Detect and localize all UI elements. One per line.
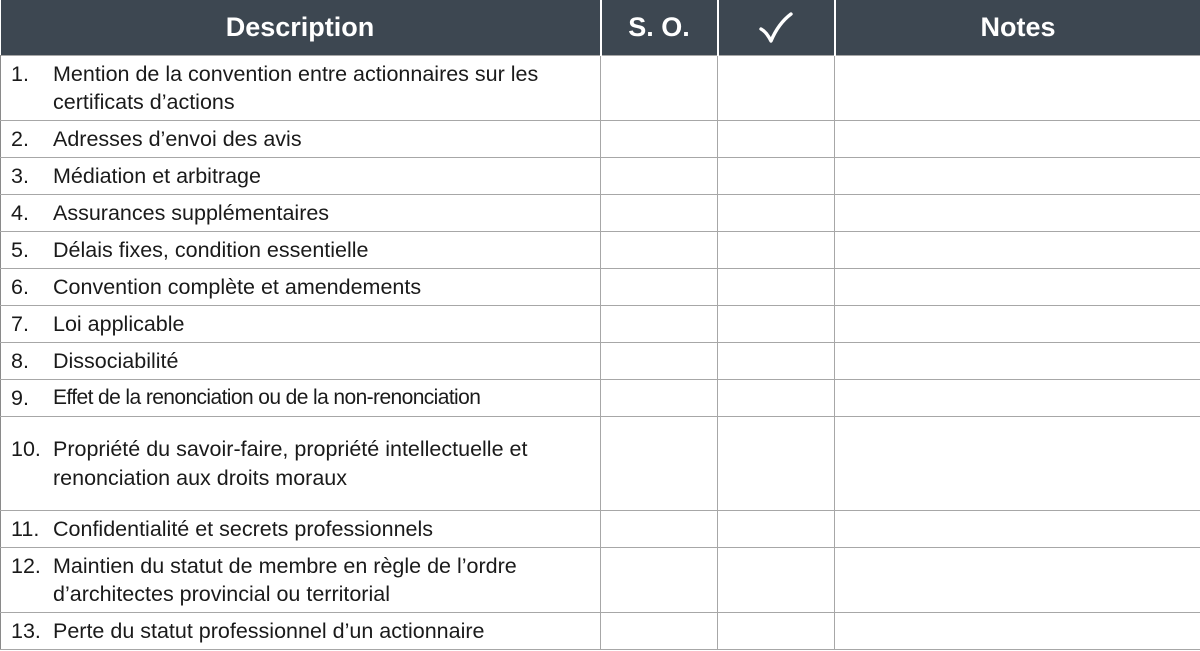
item-text: Perte du statut professionnel d’un actionnaire bbox=[53, 618, 485, 643]
check-cell[interactable] bbox=[718, 613, 835, 650]
check-cell[interactable] bbox=[718, 343, 835, 380]
notes-cell[interactable] bbox=[835, 380, 1200, 417]
so-cell[interactable] bbox=[601, 56, 718, 121]
table-row bbox=[1, 158, 1200, 195]
description-cell bbox=[1, 56, 601, 121]
notes-cell[interactable] bbox=[835, 195, 1200, 232]
item-number: 8. bbox=[11, 348, 29, 373]
check-cell[interactable] bbox=[718, 417, 835, 511]
item-description bbox=[1, 550, 600, 611]
notes-cell[interactable] bbox=[835, 232, 1200, 269]
description-cell bbox=[1, 232, 601, 269]
item-text: Convention complète et amendements bbox=[53, 274, 422, 299]
table-row bbox=[1, 121, 1200, 158]
notes-header: Notes bbox=[835, 0, 1200, 56]
item-number: 11. bbox=[11, 516, 40, 541]
so-cell[interactable] bbox=[601, 269, 718, 306]
description-cell bbox=[1, 417, 601, 511]
item-description bbox=[1, 58, 600, 119]
table-row bbox=[1, 613, 1200, 650]
table-row bbox=[1, 511, 1200, 548]
so-cell[interactable] bbox=[601, 158, 718, 195]
table-row bbox=[1, 56, 1200, 121]
description-cell bbox=[1, 343, 601, 380]
item-description bbox=[1, 197, 600, 230]
notes-cell[interactable] bbox=[835, 343, 1200, 380]
item-description bbox=[1, 234, 600, 267]
item-text: Délais fixes, condition essentielle bbox=[53, 237, 369, 262]
item-text: Dissociabilité bbox=[53, 348, 179, 373]
item-description bbox=[1, 271, 600, 304]
item-description bbox=[1, 345, 600, 378]
check-cell[interactable] bbox=[718, 158, 835, 195]
item-number: 4. bbox=[11, 200, 29, 225]
item-number: 2. bbox=[11, 126, 29, 151]
table-row bbox=[1, 343, 1200, 380]
check-cell[interactable] bbox=[718, 548, 835, 613]
item-number: 3. bbox=[11, 163, 29, 188]
description-cell bbox=[1, 306, 601, 343]
notes-cell[interactable] bbox=[835, 306, 1200, 343]
description-cell bbox=[1, 613, 601, 650]
check-mark-icon bbox=[759, 12, 793, 44]
item-text: Maintien du statut de membre en règle de l’ordre d’architectes provincial ou territorial bbox=[53, 553, 517, 606]
notes-cell[interactable] bbox=[835, 511, 1200, 548]
so-cell[interactable] bbox=[601, 343, 718, 380]
item-description bbox=[1, 433, 600, 494]
notes-cell[interactable] bbox=[835, 417, 1200, 511]
table-row bbox=[1, 306, 1200, 343]
item-number: 9. bbox=[11, 385, 29, 410]
so-cell[interactable] bbox=[601, 380, 718, 417]
so-header: S. O. bbox=[601, 0, 718, 56]
check-cell[interactable] bbox=[718, 511, 835, 548]
item-number: 5. bbox=[11, 237, 29, 262]
description-cell bbox=[1, 548, 601, 613]
description-cell bbox=[1, 269, 601, 306]
item-text: Effet de la renonciation ou de la non-renonciation bbox=[53, 385, 481, 409]
item-text: Médiation et arbitrage bbox=[53, 163, 261, 188]
check-cell[interactable] bbox=[718, 121, 835, 158]
so-cell[interactable] bbox=[601, 613, 718, 650]
item-number: 13. bbox=[11, 618, 41, 643]
item-text: Confidentialité et secrets professionnels bbox=[53, 516, 434, 541]
item-description bbox=[1, 308, 600, 341]
check-header bbox=[718, 0, 835, 56]
item-description bbox=[1, 123, 600, 156]
check-cell[interactable] bbox=[718, 306, 835, 343]
so-cell[interactable] bbox=[601, 195, 718, 232]
item-text: Propriété du savoir-faire, propriété intellectuelle et renonciation aux droits moraux bbox=[53, 437, 528, 490]
so-cell[interactable] bbox=[601, 511, 718, 548]
check-cell[interactable] bbox=[718, 269, 835, 306]
so-cell[interactable] bbox=[601, 121, 718, 158]
check-cell[interactable] bbox=[718, 380, 835, 417]
check-cell[interactable] bbox=[718, 232, 835, 269]
check-cell[interactable] bbox=[718, 195, 835, 232]
notes-cell[interactable] bbox=[835, 158, 1200, 195]
table-row bbox=[1, 195, 1200, 232]
table-row bbox=[1, 232, 1200, 269]
item-description bbox=[1, 160, 600, 193]
table-row bbox=[1, 417, 1200, 511]
notes-cell[interactable] bbox=[835, 56, 1200, 121]
item-number: 6. bbox=[11, 274, 29, 299]
item-description bbox=[1, 615, 600, 648]
description-cell bbox=[1, 121, 601, 158]
check-cell[interactable] bbox=[718, 56, 835, 121]
description-cell bbox=[1, 158, 601, 195]
item-number: 1. bbox=[11, 61, 29, 86]
notes-cell[interactable] bbox=[835, 121, 1200, 158]
item-text: Loi applicable bbox=[53, 311, 185, 336]
table-row bbox=[1, 269, 1200, 306]
notes-cell[interactable] bbox=[835, 548, 1200, 613]
table-row bbox=[1, 380, 1200, 417]
table-row bbox=[1, 548, 1200, 613]
item-text: Assurances supplémentaires bbox=[53, 200, 330, 225]
so-cell[interactable] bbox=[601, 306, 718, 343]
header-row bbox=[1, 0, 1200, 56]
item-text: Mention de la convention entre actionnaires sur les certificats d’actions bbox=[53, 61, 539, 114]
item-number: 7. bbox=[11, 311, 29, 336]
description-cell bbox=[1, 380, 601, 417]
item-description bbox=[1, 382, 600, 415]
notes-cell[interactable] bbox=[835, 269, 1200, 306]
so-cell[interactable] bbox=[601, 232, 718, 269]
notes-cell[interactable] bbox=[835, 613, 1200, 650]
item-number: 10. bbox=[11, 437, 41, 461]
description-cell bbox=[1, 511, 601, 548]
so-cell[interactable] bbox=[601, 417, 718, 511]
item-text: Adresses d’envoi des avis bbox=[53, 126, 302, 151]
item-number: 12. bbox=[11, 553, 41, 578]
description-header: Description bbox=[1, 0, 601, 56]
description-cell bbox=[1, 195, 601, 232]
so-cell[interactable] bbox=[601, 548, 718, 613]
item-description bbox=[1, 513, 600, 546]
